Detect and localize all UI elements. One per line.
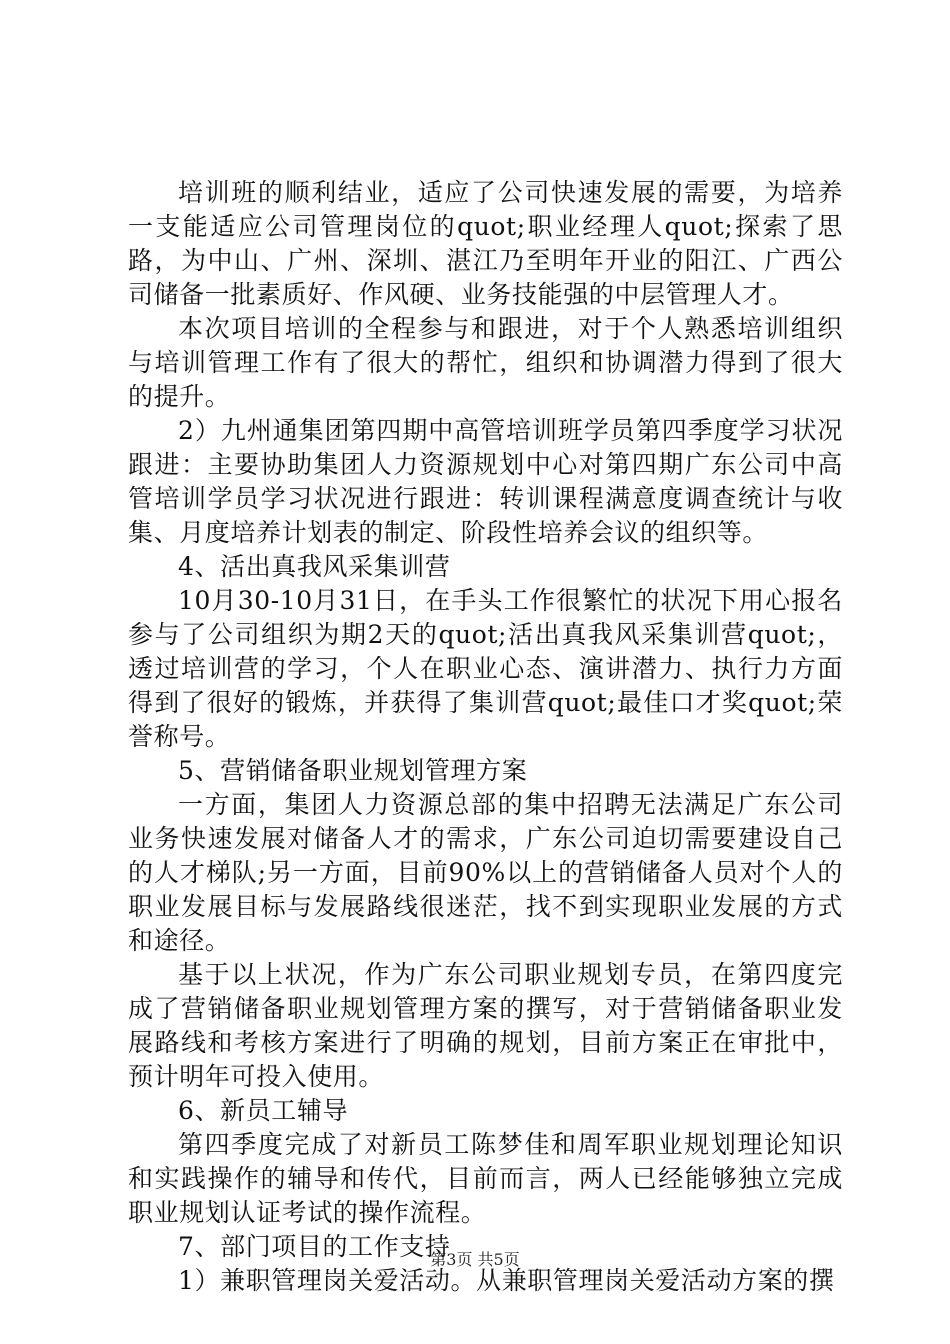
section-heading-new-staff: 6、新员工辅导	[178, 1096, 349, 1125]
section-heading-camp: 4、活出真我风采集训营	[178, 552, 451, 581]
section-heading-dept-support: 7、部门项目的工作支持	[178, 1232, 451, 1261]
paragraph-trainee-followup: 2）九州通集团第四期中高管培训班学员第四季度学习状况跟进：主要协助集团人力资源规划中心对第四期广东公司中高管培训学员学习状况进行跟进：转训课程满意度调查统计与收集、月度培养计划表的制定、阶段性培养会议的组织等。	[128, 416, 843, 547]
page-number-footer: 第3页 共5页	[430, 1250, 520, 1269]
document-body	[128, 176, 843, 1298]
paragraph-training-graduation: 培训班的顺利结业，适应了公司快速发展的需要，为培养一支能适应公司管理岗位的quot;职业经理人quot;探索了思路，为中山、广州、深圳、湛江乃至明年开业的阳江、广西公司储备一批素质好、作风硬、业务技能强的中层管理人才。	[128, 178, 843, 309]
paragraph-new-staff-details: 第四季度完成了对新员工陈梦佳和周军职业规划理论知识和实践操作的辅导和传代，目前而言，两人已经能够独立完成职业规划认证考试的操作流程。	[128, 1130, 843, 1227]
section-heading-career-plan: 5、营销储备职业规划管理方案	[178, 756, 528, 785]
paragraph-camp-details: 10月30-10月31日，在手头工作很繁忙的状况下用心报名参与了公司组织为期2天的quot;活出真我风采集训营quot;，透过培训营的学习，个人在职业心态、演讲潜力、执行力方面得到了很好的锻炼，并获得了集训营quot;最佳口才奖quot;荣誉称号。	[128, 586, 843, 751]
paragraph-career-plan-progress: 基于以上状况，作为广东公司职业规划专员，在第四度完成了营销储备职业规划管理方案的撰写，对于营销储备职业发展路线和考核方案进行了明确的规划，目前方案正在审批中，预计明年可投入使用。	[128, 960, 843, 1091]
paragraph-dept-support-item: 1）兼职管理岗关爱活动。从兼职管理岗关爱活动方案的撰	[178, 1266, 835, 1295]
paragraph-project-participation: 本次项目培训的全程参与和跟进，对于个人熟悉培训组织与培训管理工作有了很大的帮忙，组织和协调潜力得到了很大的提升。	[128, 314, 843, 411]
paragraph-career-plan-background: 一方面，集团人力资源总部的集中招聘无法满足广东公司业务快速发展对储备人才的需求，广东公司迫切需要建设自己的人才梯队;另一方面，目前90%以上的营销储备人员对个人的职业发展目标与发展路线很迷茫，找不到实现职业发展的方式和途径。	[128, 790, 843, 955]
